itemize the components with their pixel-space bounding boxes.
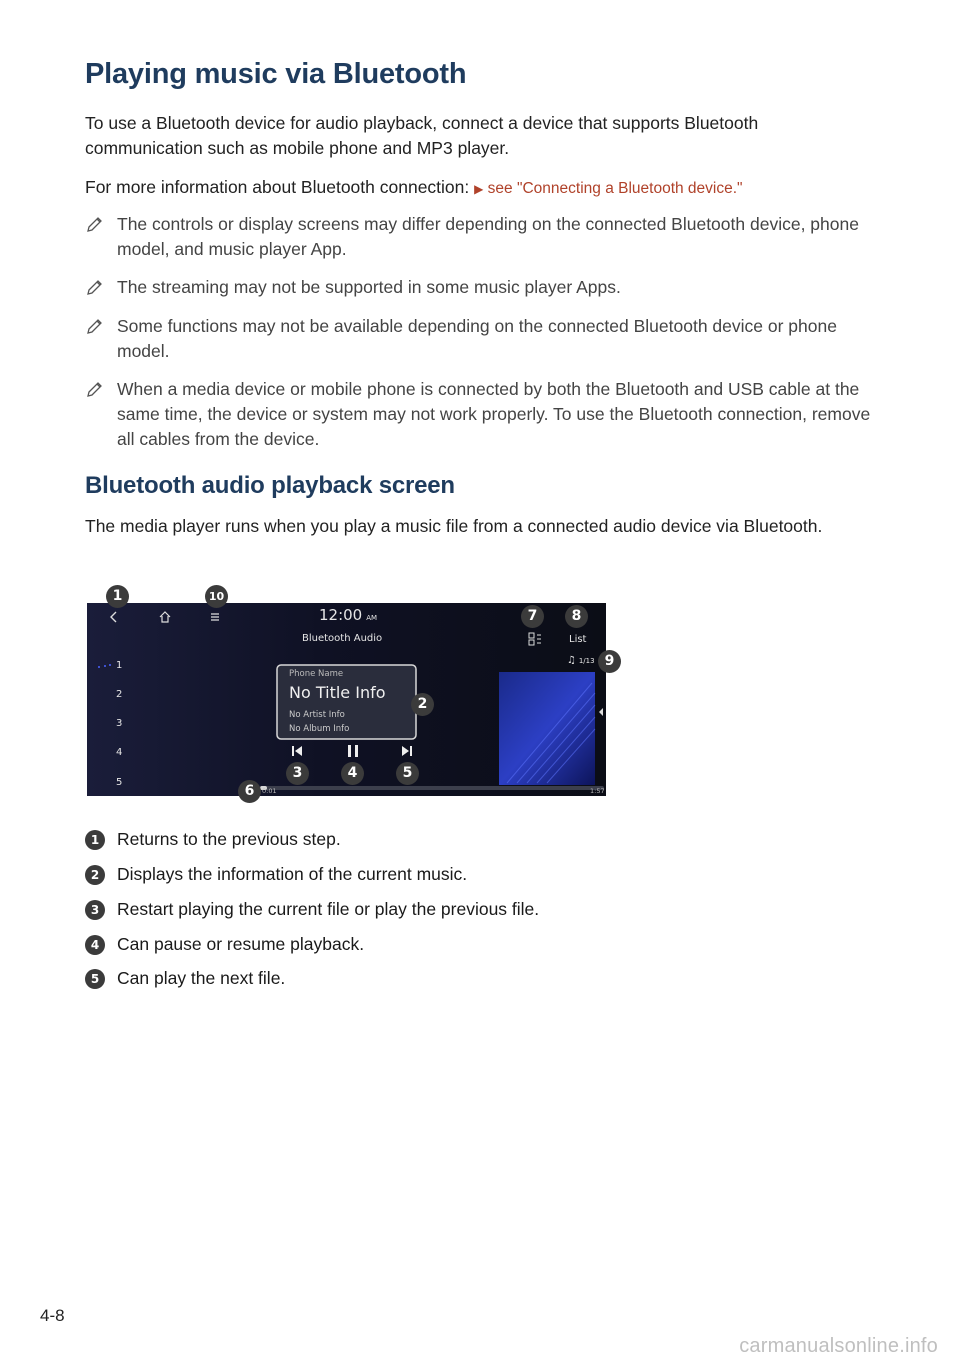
pencil-icon	[85, 316, 105, 336]
note-item	[85, 377, 885, 452]
note-text: The controls or display screens may differ depending on the connected Bluetooth device, phone model, and music player App.	[117, 214, 859, 259]
collapse-arrow-icon[interactable]	[599, 708, 604, 716]
callout-7: 7	[521, 605, 544, 628]
callout-5: 5	[396, 762, 419, 785]
preset-3[interactable]: 3	[116, 718, 123, 729]
page-number: 4-8	[40, 1306, 65, 1325]
phone-name: Phone Name	[289, 669, 344, 679]
track-counter-text: 1/13	[578, 657, 595, 665]
note-item	[85, 212, 885, 262]
legend-number: 1	[85, 830, 105, 850]
section-title: Bluetooth audio playback screen	[85, 472, 455, 499]
legend-item	[85, 968, 285, 989]
callout-6: 6	[238, 780, 261, 803]
more-info-text: For more information about Bluetooth connection:	[85, 177, 470, 197]
legend-text: Returns to the previous step.	[117, 829, 341, 849]
pencil-icon	[85, 214, 105, 234]
legend-text: Can play the next file.	[117, 968, 286, 988]
legend-number: 2	[85, 865, 105, 885]
callout-4: 4	[341, 762, 364, 785]
arrow-right-icon: ▶	[474, 182, 484, 196]
page-title: Playing music via Bluetooth	[85, 58, 467, 90]
note-item	[85, 275, 885, 300]
note-item	[85, 314, 885, 364]
watermark: carmanualsonline.info	[739, 1335, 938, 1357]
callout-8: 8	[565, 605, 588, 628]
cross-reference-link[interactable]	[474, 180, 742, 197]
switch-view-icon[interactable]	[528, 632, 542, 646]
legend-text: Restart playing the current file or play the previous file.	[117, 899, 540, 919]
previous-track-icon[interactable]	[291, 745, 303, 757]
music-note-icon: ♫	[567, 655, 576, 666]
track-album: No Album Info	[289, 724, 350, 734]
note-text: Some functions may not be available depending on the connected Bluetooth device or phone model.	[117, 316, 837, 361]
elapsed-time: 0:01	[262, 787, 277, 795]
clock	[319, 606, 377, 624]
callout-1: 1	[106, 585, 129, 608]
callout-2: 2	[411, 693, 434, 716]
pencil-icon	[85, 379, 105, 399]
preset-1[interactable]: 1	[116, 660, 123, 671]
track-artist: No Artist Info	[289, 710, 345, 720]
track-counter	[567, 655, 595, 666]
callout-10: 10	[205, 585, 228, 608]
legend-number: 4	[85, 935, 105, 955]
clock-time: 12:00	[319, 606, 363, 624]
preset-5[interactable]: 5	[116, 777, 123, 788]
section-intro: The media player runs when you play a music file from a connected audio device via Bluetooth.	[85, 516, 823, 536]
note-text: The streaming may not be supported in some music player Apps.	[117, 277, 621, 297]
menu-icon[interactable]	[210, 612, 220, 622]
preset-4[interactable]: 4	[116, 747, 123, 758]
legend-item	[85, 899, 539, 920]
legend-number: 3	[85, 900, 105, 920]
legend-text: Displays the information of the current music.	[117, 864, 468, 884]
back-icon[interactable]	[109, 611, 119, 623]
preset-2[interactable]: 2	[116, 689, 123, 700]
note-text: When a media device or mobile phone is connected by both the Bluetooth and USB cable at the same time, the device or system may not work properly. To use the Bluetooth connection, remove all cables from the device.	[117, 379, 871, 449]
source-label: Bluetooth Audio	[302, 633, 383, 644]
next-track-icon[interactable]	[401, 745, 413, 757]
legend-item	[85, 864, 467, 885]
legend-item	[85, 934, 364, 955]
legend-text: Can pause or resume playback.	[117, 934, 365, 954]
clock-ampm: AM	[366, 614, 378, 622]
pencil-icon	[85, 277, 105, 297]
home-icon[interactable]	[159, 611, 171, 623]
more-info-line	[85, 175, 875, 202]
legend-item	[85, 829, 341, 850]
track-title: No Title Info	[289, 683, 386, 702]
callout-3: 3	[286, 762, 309, 785]
legend-number: 5	[85, 969, 105, 989]
pause-icon[interactable]	[347, 744, 359, 758]
cross-reference-text: see "Connecting a Bluetooth device."	[487, 180, 743, 197]
intro-paragraph: To use a Bluetooth device for audio playback, connect a device that supports Bluetooth communication such as mobile phone and MP3 player.	[85, 113, 759, 158]
callout-9: 9	[598, 650, 621, 673]
total-duration: 1:57	[590, 787, 605, 795]
list-button[interactable]: List	[569, 634, 587, 645]
